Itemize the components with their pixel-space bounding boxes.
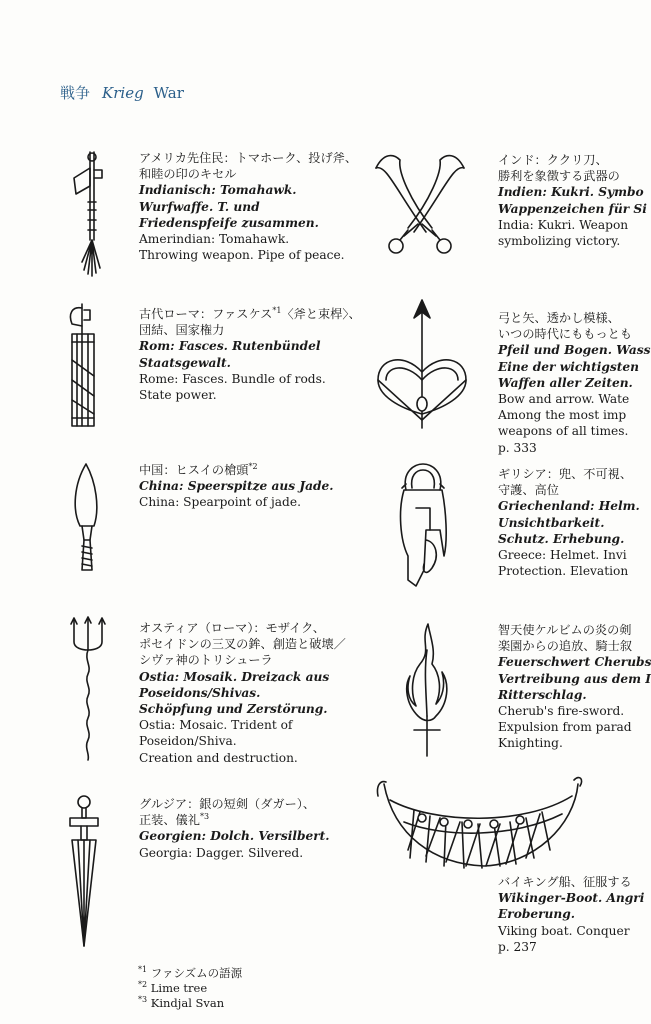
fasces-footnote-mark: *1 — [272, 305, 282, 315]
firesword-de-3: Ritterschlag. — [498, 687, 587, 702]
bow-en-1: Bow and arrow. Wate — [498, 391, 630, 406]
dagger-de-1: Georgien: Dolch. Versilbert. — [139, 829, 330, 844]
fasces-en-1: Rome: Fasces. Bundle of rods. — [139, 371, 326, 386]
trident-de-1: Ostia: Mosaik. Dreizack aus — [139, 669, 330, 684]
tomahawk-de-1: Indianisch: Tomahawk. — [139, 183, 297, 198]
viking-de-1: Wikinger-Boot. Angri — [498, 891, 645, 906]
entry-dagger — [139, 796, 330, 861]
helmet-de-2: Unsichtbarkeit. — [498, 515, 605, 530]
kukri-en-2: symbolizing victory. — [498, 233, 621, 248]
fasces-ja-2: 〈斧と束桿〉、 — [281, 307, 361, 321]
footnotes — [138, 966, 242, 1011]
tomahawk-ja-1: アメリカ先住民：トマホーク、投げ斧、 — [139, 151, 358, 165]
footnote-2-mark: *2 — [138, 980, 148, 990]
helmet-de-3: Schutz. Erhebung. — [498, 531, 625, 546]
viking-en-1: Viking boat. Conquer — [498, 923, 630, 938]
helmet-ja-2: 守護、高位 — [498, 483, 559, 498]
fasces-en-2: State power. — [139, 387, 217, 402]
dagger-en-1: Georgia: Dagger. Silvered. — [139, 845, 304, 860]
entry-spearpoint — [139, 462, 334, 511]
bow-de-1: Pfeil und Bogen. Wass — [498, 343, 651, 358]
fasces-de-2: Staatsgewalt. — [139, 355, 231, 370]
tomahawk-de-3: Friedenspfeife zusammen. — [139, 215, 319, 230]
tomahawk-pipe-icon — [70, 148, 114, 280]
dagger-ja-2: 正装、儀礼 — [139, 813, 200, 828]
dagger-ja-1: グルジア：銀の短剣（ダガー）、 — [139, 797, 316, 811]
firesword-ja-2: 楽園からの追放、騎士叙 — [498, 639, 633, 654]
bow-page-ref: p. 333 — [498, 440, 537, 455]
footnote-1-text: ファシズムの語源 — [150, 966, 243, 980]
footnote-3-mark: *3 — [138, 995, 148, 1005]
title-ja: 戦争 — [60, 84, 91, 102]
fasces-ja-1: 古代ローマ：ファスケス — [139, 307, 273, 321]
footnote-2 — [138, 981, 242, 996]
firesword-en-2: Expulsion from parad — [498, 720, 632, 735]
entry-fasces — [139, 306, 361, 403]
trident-en-3: Creation and destruction. — [139, 750, 298, 765]
helmet-de-1: Griechenland: Helm. — [498, 499, 640, 514]
kukri-en-1: India: Kukri. Weapon — [498, 217, 629, 232]
trident-ja-1: オスティア（ローマ）：モザイク、 — [139, 621, 325, 635]
fasces-de-1: Rom: Fasces. Rutenbündel — [139, 339, 321, 354]
footnote-3 — [138, 996, 242, 1011]
fire-sword-icon — [402, 620, 452, 762]
bow-de-3: Waffen aller Zeiten. — [498, 375, 633, 390]
trident-de-3: Schöpfung und Zerstörung. — [139, 701, 328, 716]
viking-de-2: Eroberung. — [498, 907, 576, 922]
entry-tomahawk — [139, 150, 357, 263]
firesword-de-2: Vertreibung aus dem I — [498, 671, 651, 686]
entry-viking — [498, 874, 645, 955]
bow-en-3: weapons of all times. — [498, 424, 629, 439]
kukri-de-1: Indien: Kukri. Symbo — [498, 185, 644, 200]
tomahawk-ja-2: 和睦の印のキセル — [139, 167, 237, 182]
bow-en-2: Among the most imp — [498, 408, 627, 423]
spearpoint-icon — [70, 460, 104, 576]
entry-kukri — [498, 152, 647, 249]
greek-helmet-icon — [396, 460, 450, 590]
title-en: War — [153, 84, 184, 102]
bow-ja-2: いつの時代にももっとも — [498, 327, 633, 342]
helmet-ja-1: ギリシア：兜、不可視、 — [498, 467, 633, 481]
entry-helmet — [498, 466, 640, 579]
entry-firesword — [498, 622, 651, 752]
bow-ja-1: 弓と矢、透かし模様、 — [498, 311, 620, 325]
kukri-ja-1: インド：ククリ刀、 — [498, 153, 608, 167]
tomahawk-en-1: Amerindian: Tomahawk. — [139, 231, 290, 246]
viking-ja-1: バイキング船、征服する — [498, 875, 632, 889]
spearpoint-en-1: China: Spearpoint of jade. — [139, 495, 301, 510]
kukri-de-2: Wappenzeichen für Si — [498, 201, 647, 216]
tomahawk-en-2: Throwing weapon. Pipe of peace. — [139, 248, 345, 263]
spearpoint-ja-1: 中国：ヒスイの槍頭 — [139, 463, 249, 477]
firesword-en-1: Cherub's fire-sword. — [498, 703, 625, 718]
entry-trident — [139, 620, 346, 766]
trident-icon — [68, 614, 108, 762]
bow-and-arrow-icon — [374, 296, 470, 432]
helmet-en-2: Protection. Elevation — [498, 564, 629, 579]
fasces-ja-3: 団結、国家権力 — [139, 323, 225, 338]
trident-en-1: Ostia: Mosaic. Trident of — [139, 718, 293, 733]
firesword-ja-1: 智天使ケルビムの炎の剣 — [498, 623, 632, 637]
firesword-en-3: Knighting. — [498, 736, 563, 751]
footnote-1 — [138, 966, 242, 981]
footnote-2-text: Lime tree — [150, 981, 208, 995]
trident-en-2: Poseidon/Shiva. — [139, 734, 237, 749]
trident-ja-3: シヴァ神のトリシューラ — [139, 653, 273, 668]
footnote-1-mark: *1 — [138, 965, 148, 975]
tomahawk-de-2: Wurfwaffe. T. und — [139, 199, 260, 214]
entry-bow — [498, 310, 651, 456]
helmet-en-1: Greece: Helmet. Invi — [498, 547, 627, 562]
firesword-de-1: Feuerschwert Cherubs — [498, 655, 651, 670]
page-title — [60, 82, 184, 103]
fasces-icon — [64, 300, 104, 438]
trident-ja-2: ポセイドンの三叉の鉾、創造と破壊／ — [139, 637, 346, 652]
dagger-icon — [64, 792, 104, 950]
footnote-3-text: Kindjal Svan — [150, 996, 225, 1010]
trident-de-2: Poseidons/Shivas. — [139, 685, 261, 700]
title-de: Krieg — [102, 84, 144, 102]
spearpoint-de-1: China: Speerspitze aus Jade. — [139, 479, 334, 494]
bow-de-2: Eine der wichtigsten — [498, 359, 640, 374]
viking-boat-icon — [374, 766, 584, 876]
dagger-footnote-mark: *3 — [199, 812, 210, 822]
viking-page-ref: p. 237 — [498, 939, 537, 954]
spearpoint-footnote-mark: *2 — [248, 461, 258, 471]
kukri-crossed-swords-icon — [370, 150, 470, 256]
kukri-ja-2: 勝利を象徴する武器の — [498, 169, 620, 184]
